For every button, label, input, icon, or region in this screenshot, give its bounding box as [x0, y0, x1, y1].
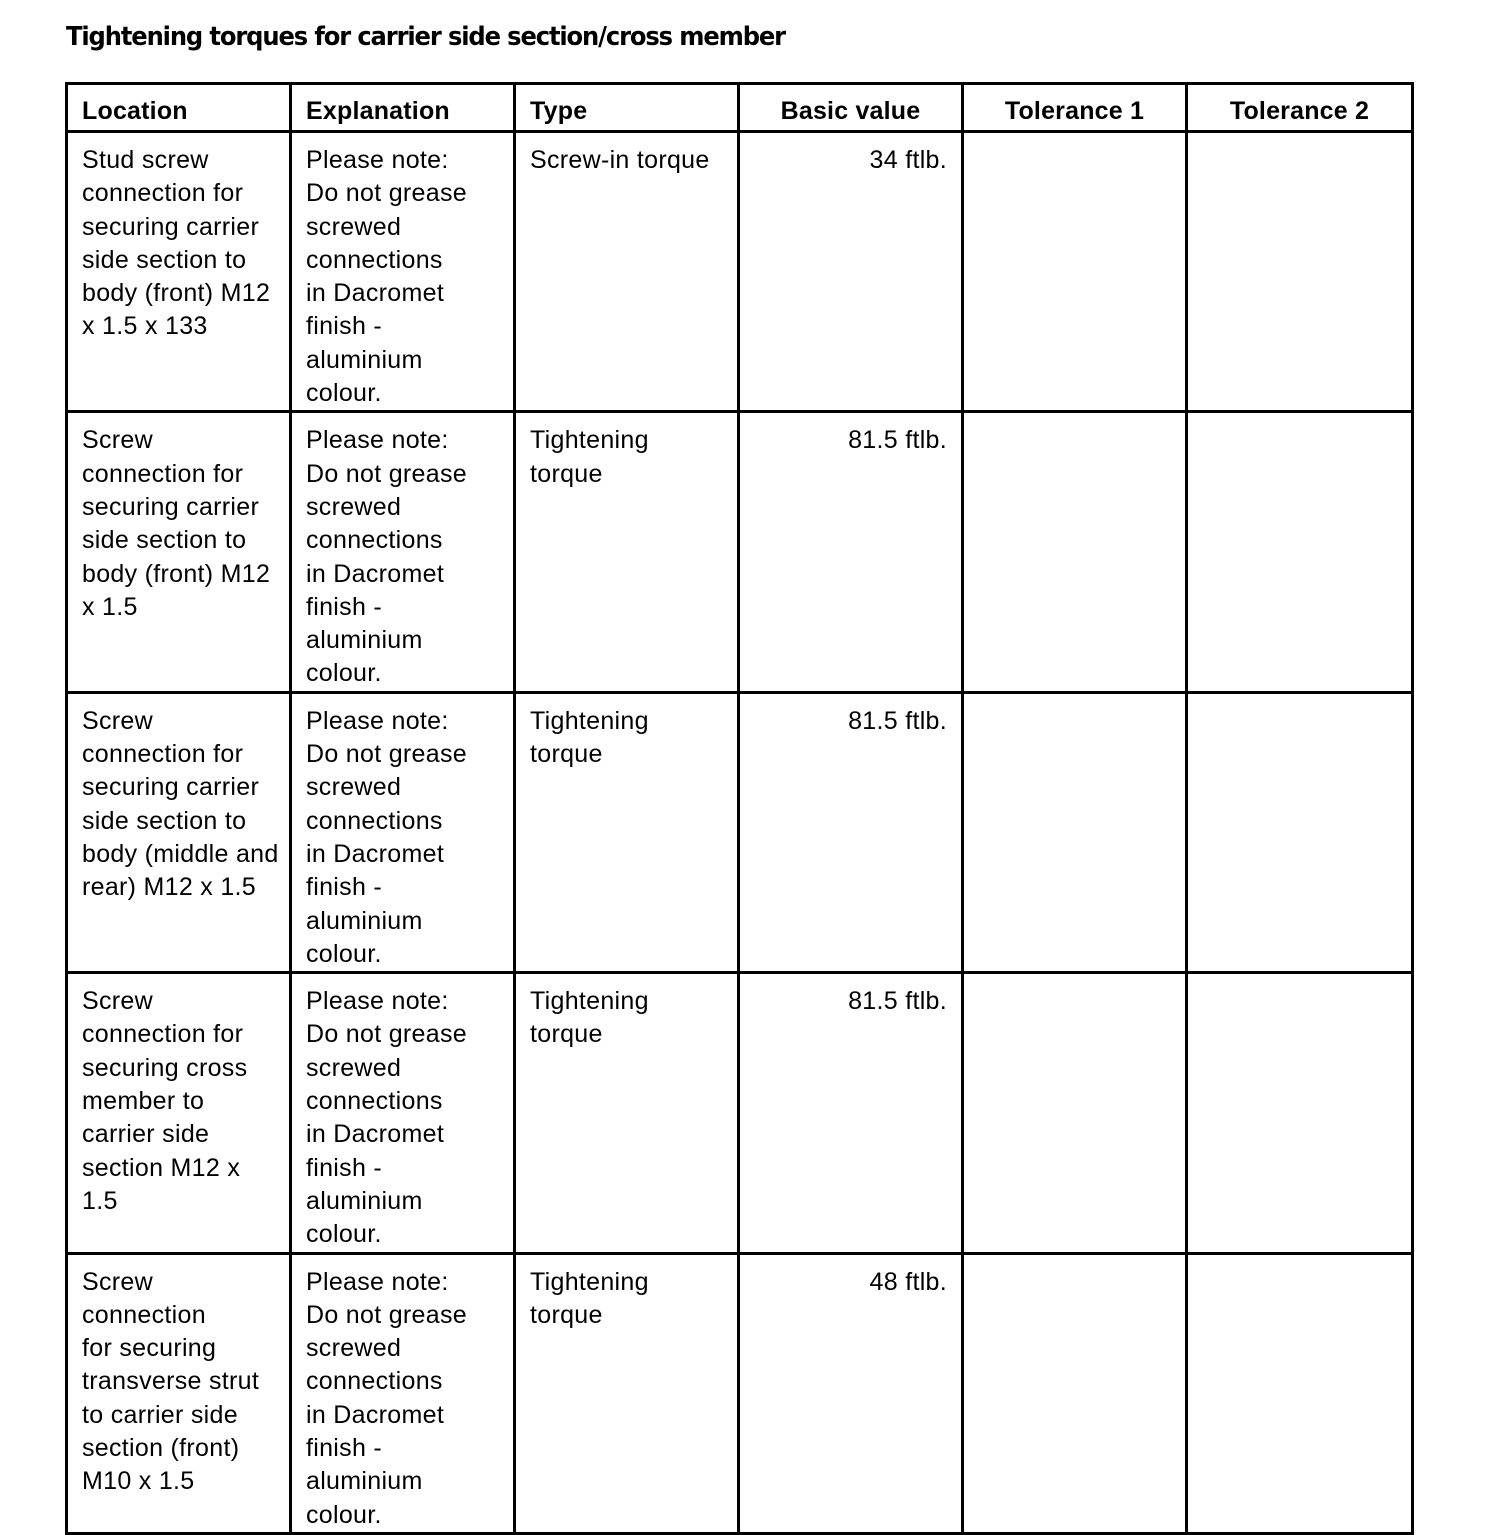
table-header-row — [67, 84, 1413, 132]
type-cell: Tightening torque — [515, 412, 739, 692]
basic-value-cell: 81.5 ftlb. — [739, 692, 963, 972]
torque-table — [65, 82, 1414, 1535]
tolerance-2-cell — [1187, 132, 1413, 412]
column-header-tolerance-1: Tolerance 1 — [963, 84, 1187, 132]
explanation-cell: Please note: Do not grease screwed connections in Dacromet finish - aluminium colour. — [291, 132, 515, 412]
type-cell: Tightening torque — [515, 692, 739, 972]
column-header-basic-value: Basic value — [739, 84, 963, 132]
location-cell: Screw connection for securing cross member to carrier side section M12 x 1.5 — [67, 973, 291, 1253]
basic-value-cell: 34 ftlb. — [739, 132, 963, 412]
explanation-cell: Please note: Do not grease screwed connections in Dacromet finish - aluminium colour. — [291, 412, 515, 692]
location-cell: Screw connection for securing carrier side section to body (front) M12 x 1.5 — [67, 412, 291, 692]
tolerance-1-cell — [963, 692, 1187, 972]
column-header-location: Location — [67, 84, 291, 132]
tolerance-2-cell — [1187, 412, 1413, 692]
basic-value-cell: 81.5 ftlb. — [739, 973, 963, 1253]
basic-value-cell: 81.5 ftlb. — [739, 412, 963, 692]
tolerance-1-cell — [963, 132, 1187, 412]
table-row — [67, 692, 1413, 972]
type-cell: Screw-in torque — [515, 132, 739, 412]
explanation-cell: Please note: Do not grease screwed connections in Dacromet finish - aluminium colour. — [291, 692, 515, 972]
page-title: Tightening torques for carrier side section/cross member — [66, 22, 785, 52]
tolerance-2-cell — [1187, 1253, 1413, 1533]
table-row — [67, 132, 1413, 412]
column-header-tolerance-2: Tolerance 2 — [1187, 84, 1413, 132]
table-row — [67, 412, 1413, 692]
explanation-cell: Please note: Do not grease screwed connections in Dacromet finish - aluminium colour. — [291, 1253, 515, 1533]
tolerance-1-cell — [963, 412, 1187, 692]
tolerance-2-cell — [1187, 692, 1413, 972]
column-header-type: Type — [515, 84, 739, 132]
location-cell: Screw connection for securing carrier side section to body (middle and rear) M12 x 1.5 — [67, 692, 291, 972]
location-cell: Screw connection for securing transverse strut to carrier side section (front) M10 x 1.5 — [67, 1253, 291, 1533]
tolerance-2-cell — [1187, 973, 1413, 1253]
tolerance-1-cell — [963, 1253, 1187, 1533]
tolerance-1-cell — [963, 973, 1187, 1253]
table-row — [67, 973, 1413, 1253]
basic-value-cell: 48 ftlb. — [739, 1253, 963, 1533]
explanation-cell: Please note: Do not grease screwed connections in Dacromet finish - aluminium colour. — [291, 973, 515, 1253]
type-cell: Tightening torque — [515, 1253, 739, 1533]
column-header-explanation: Explanation — [291, 84, 515, 132]
table-row — [67, 1253, 1413, 1533]
type-cell: Tightening torque — [515, 973, 739, 1253]
location-cell: Stud screw connection for securing carrier side section to body (front) M12 x 1.5 x 133 — [67, 132, 291, 412]
